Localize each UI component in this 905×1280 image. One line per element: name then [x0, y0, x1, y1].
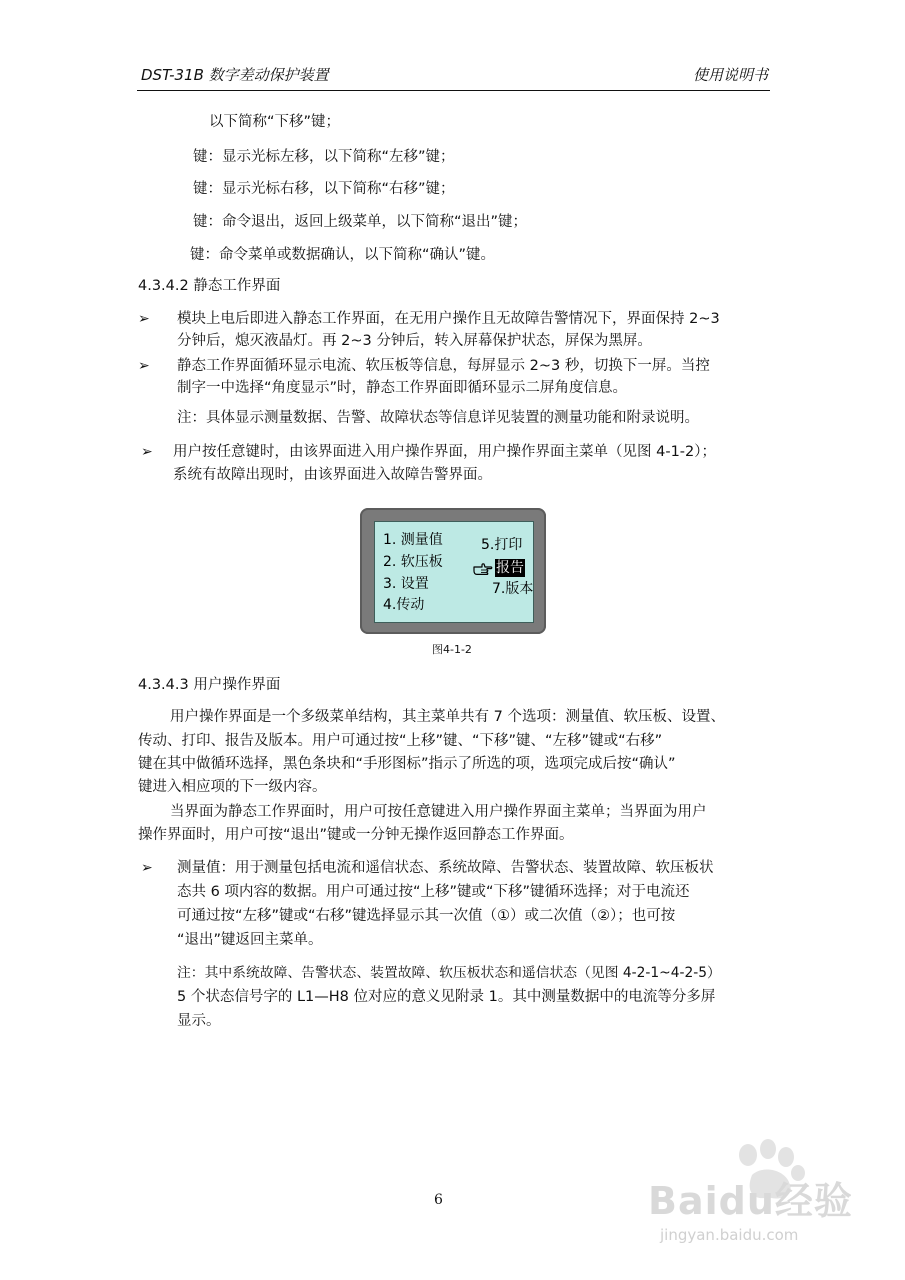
- key-confirm-desc: 键：命令菜单或数据确认，以下简称“确认”键。: [190, 247, 496, 263]
- watermark-brand: Baidu经验: [648, 1179, 853, 1223]
- header-title: DST-31B 数字差动保护装置: [141, 66, 329, 84]
- user-bullet-line3: 可通过按“左移”键或“右移”键选择显示其一次值（①）或二次值（②）；也可按: [177, 908, 676, 924]
- static-bullet3-line1: 用户按任意键时，由该界面进入用户操作界面，用户操作界面主菜单（见图 4-1-2）；: [173, 444, 716, 460]
- header-rule: [137, 90, 770, 91]
- key-down-desc: 以下简称“下移”键；: [209, 114, 341, 130]
- user-para1-line1: 用户操作界面是一个多级菜单结构，其主菜单共有 7 个选项：测量值、软压板、设置、: [170, 709, 725, 725]
- static-bullet3-line2: 系统有故障出现时，由该界面进入故障告警界面。: [173, 467, 492, 483]
- user-para1-line2: 传动、打印、报告及版本。用户可通过按“上移”键、“下移”键、“左移”键或“右移”: [138, 733, 663, 749]
- bullet-arrow-icon: ➢: [141, 860, 153, 876]
- user-note-line3: 显示。: [177, 1013, 221, 1029]
- user-para1-line3: 键在其中做循环选择，黑色条块和“手形图标”指示了所选的项，选项完成后按“确认”: [138, 756, 676, 772]
- static-bullet2-line2: 制字一中选择“角度显示”时，静态工作界面即循环显示二屏角度信息。: [177, 380, 628, 396]
- bullet-arrow-icon: ➢: [138, 311, 150, 327]
- lcd-screen: [374, 521, 534, 623]
- static-bullet1-line1: 模块上电后即进入静态工作界面，在无用户操作且无故障告警情况下，界面保持 2~3: [177, 311, 720, 327]
- lcd-device-frame: [360, 508, 546, 634]
- menu-item-drive: 4.传动: [383, 597, 425, 613]
- menu-item-version: 7.版本: [492, 581, 534, 597]
- menu-item-soft-plate: 2. 软压板: [383, 554, 443, 570]
- user-bullet-line1: 测量值：用于测量包括电流和遥信状态、系统故障、告警状态、装置故障、软压板状: [177, 860, 714, 876]
- menu-item-report-selected: 报告: [496, 560, 524, 576]
- figure-caption: 图4-1-2: [432, 643, 472, 656]
- bullet-arrow-icon: ➢: [138, 358, 150, 374]
- user-note-line2: 5 个状态信号字的 L1—H8 位对应的意义见附录 1。其中测量数据中的电流等分多屏: [177, 989, 716, 1005]
- static-bullet2-line1: 静态工作界面循环显示电流、软压板等信息，每屏显示 2~3 秒，切换下一屏。当控: [177, 358, 710, 374]
- user-bullet-line4: “退出”键返回主菜单。: [177, 932, 323, 948]
- pointing-hand-icon: [473, 559, 493, 577]
- menu-item-measure: 1. 测量值: [383, 532, 443, 548]
- static-note: 注：具体显示测量数据、告警、故障状态等信息详见装置的测量功能和附录说明。: [177, 410, 699, 426]
- user-bullet-line2: 态共 6 项内容的数据。用户可通过按“上移”键或“下移”键循环选择；对于电流还: [177, 884, 690, 900]
- page-number: 6: [434, 1192, 443, 1208]
- key-right-desc: 键：显示光标右移，以下简称“右移”键；: [193, 181, 455, 197]
- menu-item-settings: 3. 设置: [383, 576, 429, 592]
- user-para2-line1: 当界面为静态工作界面时，用户可按任意键进入用户操作界面主菜单；当界面为用户: [170, 804, 707, 820]
- menu-item-print: 5.打印: [481, 537, 523, 553]
- user-para1-line4: 键进入相应项的下一级内容。: [138, 779, 327, 795]
- section-heading-static: 4.3.4.2 静态工作界面: [138, 278, 281, 294]
- key-left-desc: 键：显示光标左移，以下简称“左移”键；: [193, 149, 455, 165]
- static-bullet1-line2: 分钟后，熄灭液晶灯。再 2~3 分钟后，转入屏幕保护状态，屏保为黑屏。: [177, 333, 652, 349]
- user-para2-line2: 操作界面时，用户可按“退出”键或一分钟无操作返回静态工作界面。: [138, 827, 574, 843]
- key-exit-desc: 键：命令退出，返回上级菜单，以下简称“退出”键；: [193, 214, 528, 230]
- header-doc-type: 使用说明书: [692, 66, 768, 84]
- user-note-line1: 注：其中系统故障、告警状态、装置故障、软压板状态和遥信状态（见图 4-2-1~4-2-5）: [177, 965, 721, 981]
- section-heading-user: 4.3.4.3 用户操作界面: [138, 677, 281, 693]
- watermark-url: jingyan.baidu.com: [660, 1226, 799, 1244]
- bullet-arrow-icon: ➢: [141, 444, 153, 460]
